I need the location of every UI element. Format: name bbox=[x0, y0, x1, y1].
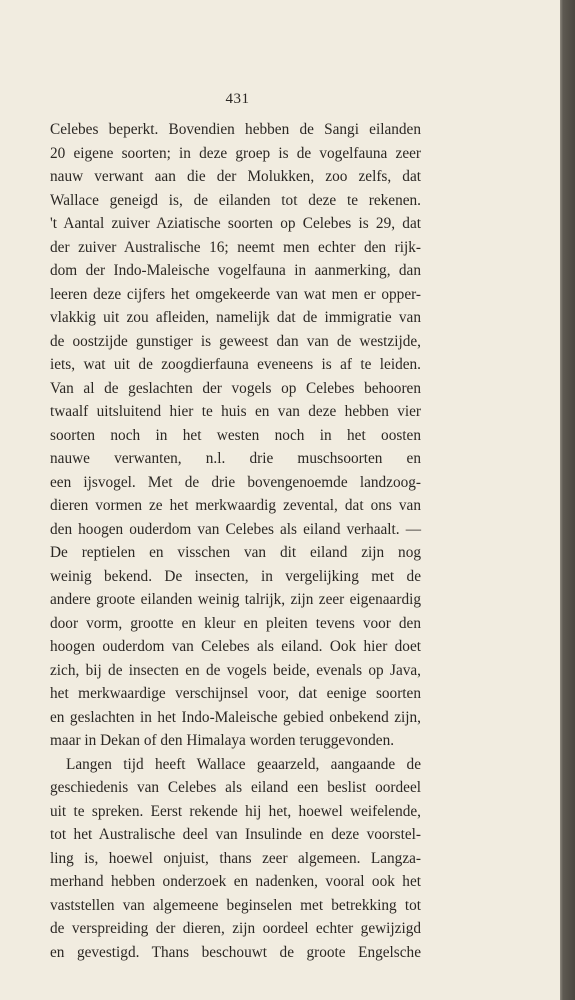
text-line: de oostzijde gunstiger is geweest dan van de westzijde, bbox=[50, 332, 421, 350]
text-line: den hoogen ouderdom van Celebes als eiland verhaalt. — bbox=[50, 520, 421, 538]
text-line: weinig bekend. De insecten, in vergelijking met de bbox=[50, 567, 421, 585]
text-line: Celebes beperkt. Bovendien hebben de Sangi eilanden bbox=[50, 121, 421, 138]
text-line: 20 eigene soorten; in deze groep is de vogelfauna zeer bbox=[50, 144, 421, 162]
text-line: De reptielen en visschen van dit eiland zijn nog bbox=[50, 544, 421, 561]
text-line: vlakkig uit zou afleiden, namelijk dat de immigratie van bbox=[50, 309, 421, 326]
text-line: 't Aantal zuiver Aziatische soorten op Celebes is 29, dat bbox=[50, 215, 421, 232]
page-edge-shadow bbox=[560, 0, 575, 1000]
text-line: en geslachten in het Indo-Maleische gebied onbekend zijn, bbox=[50, 708, 421, 726]
text-line: dom der Indo-Maleische vogelfauna in aanmerking, dan bbox=[50, 262, 421, 279]
text-line: Wallace geneigd is, de eilanden tot deze te rekenen. bbox=[50, 191, 421, 209]
text-line: Van al de geslachten der vogels op Celebes behooren bbox=[50, 379, 421, 397]
text-line: leeren deze cijfers het omgekeerde van wat men er opper- bbox=[50, 285, 421, 303]
text-line: soorten noch in het westen noch in het oosten bbox=[50, 426, 421, 444]
text-line: nauwe verwanten, n.l. drie muschsoorten en bbox=[50, 450, 421, 467]
body-text bbox=[50, 118, 421, 964]
text-line: ling is, hoewel onjuist, thans zeer algemeen. Langza- bbox=[50, 849, 421, 867]
text-line: een ijsvogel. Met de drie bovengenoemde landzoog- bbox=[50, 473, 421, 491]
text-line: twaalf uitsluitend hier te huis en van deze hebben vier bbox=[50, 403, 421, 420]
text-line: en gevestigd. Thans beschouwt de groote Engelsche bbox=[50, 943, 421, 961]
text-line: andere groote eilanden weinig talrijk, zijn zeer eigenaardig bbox=[50, 591, 421, 608]
text-line: het merkwaardige verschijnsel voor, dat eenige soorten bbox=[50, 685, 421, 702]
text-line: nauw verwant aan die der Molukken, zoo zelfs, dat bbox=[50, 168, 421, 185]
text-line: vaststellen van algemeene beginselen met betrekking tot bbox=[50, 896, 421, 914]
text-line: Langen tijd heeft Wallace geaarzeld, aangaande de bbox=[66, 755, 421, 773]
text-line: tot het Australische deel van Insulinde en deze voorstel- bbox=[50, 826, 421, 843]
text-line: uit te spreken. Eerst rekende hij het, hoewel weifelende, bbox=[50, 802, 421, 820]
page-number: 431 bbox=[225, 91, 250, 107]
text-line: iets, wat uit de zoogdierfauna eveneens is af te leiden. bbox=[50, 356, 421, 373]
text-line: geschiedenis van Celebes als eiland een beslist oordeel bbox=[50, 779, 421, 796]
text-line: merhand hebben onderzoek en nadenken, vooral ook het bbox=[50, 873, 421, 890]
text-line: hoogen ouderdom van Celebes als eiland. Ook hier doet bbox=[50, 638, 421, 655]
text-line: de verspreiding der dieren, zijn oordeel echter gewijzigd bbox=[50, 920, 421, 937]
text-line: maar in Dekan of den Himalaya worden teruggevonden. bbox=[50, 732, 395, 749]
text-line: der zuiver Australische 16; neemt men echter den rijk- bbox=[50, 238, 421, 256]
text-line: zich, bij de insecten en de vogels beide, evenals op Java, bbox=[50, 661, 421, 679]
text-line: dieren vormen ze het merkwaardig zevental, dat ons van bbox=[50, 497, 421, 514]
text-line: door vorm, grootte en kleur en pleiten tevens voor den bbox=[50, 614, 421, 632]
